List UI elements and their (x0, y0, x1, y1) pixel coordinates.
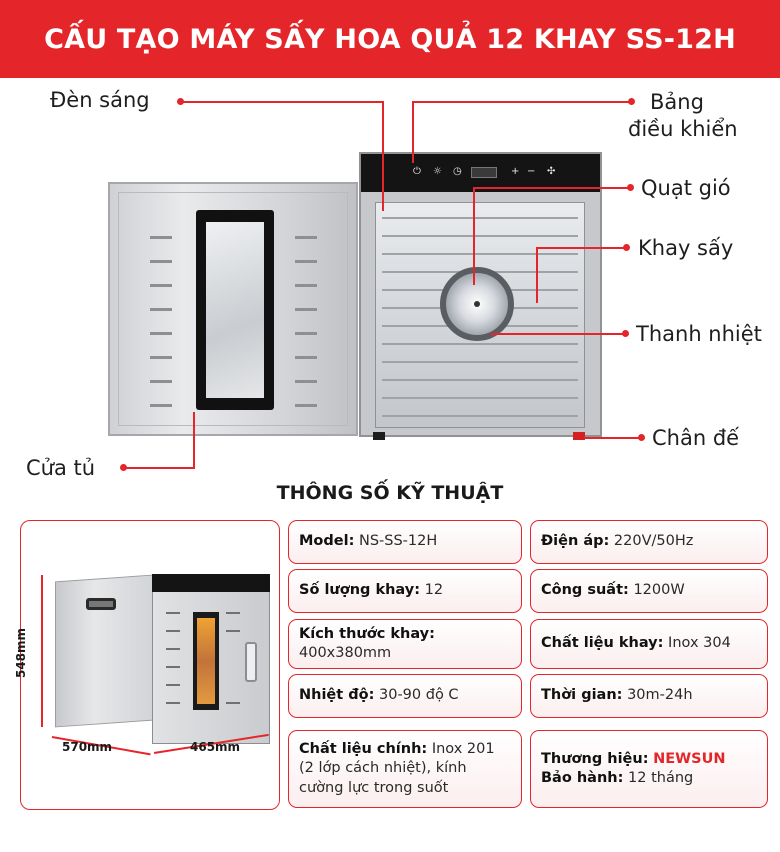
spec-value: 12 (424, 582, 444, 599)
spec-card-chat-lieu-khay (530, 619, 768, 669)
spec-label: Chất liệu chính: (299, 741, 428, 758)
timer-icon: ◷ (453, 166, 462, 177)
door-vent (295, 404, 317, 407)
mini-vent (166, 666, 180, 668)
spec-value: cường lực trong suốt (299, 779, 449, 796)
callout-line (181, 101, 383, 103)
spec-label: Điện áp: (541, 533, 610, 550)
power-icon: ⏻ (413, 166, 421, 177)
door-vent (150, 308, 172, 311)
callout-quat-gio: Quạt gió (641, 176, 731, 200)
spec-value: 30m-24h (627, 687, 693, 704)
spec-value: 30-90 độ C (379, 687, 459, 704)
spec-label: Nhiệt độ: (299, 687, 375, 704)
door-vent (150, 332, 172, 335)
callout-line (124, 467, 194, 469)
spec-nhiet-do (299, 686, 511, 705)
tray-rack (382, 379, 578, 381)
spec-label: Số lượng khay: (299, 582, 421, 599)
tray-rack (382, 397, 578, 399)
spec-value: 1200W (633, 582, 685, 599)
spec-value: (2 lớp cách nhiệt), kính (299, 760, 467, 777)
width-label: 465mm (190, 740, 241, 754)
spec-label: Kích thước khay: (299, 625, 435, 642)
spec-card-cong-suat (530, 569, 768, 613)
spec-label: Bảo hành: (541, 770, 624, 786)
minus-icon: − (527, 166, 536, 177)
tray-rack (382, 361, 578, 363)
mini-vent (166, 702, 180, 704)
mini-vent (166, 612, 180, 614)
callout-line (413, 101, 629, 103)
door-vent (150, 236, 172, 239)
spec-value: NS-SS-12H (358, 533, 438, 550)
callout-khay-say: Khay sấy (638, 236, 734, 260)
specs-heading: THÔNG SỐ KỸ THUẬT (276, 482, 504, 504)
tray-rack (382, 217, 578, 219)
side-handle (86, 598, 116, 610)
title-banner (0, 0, 780, 78)
spec-value: 400x380mm (299, 645, 392, 661)
door-vent (295, 236, 317, 239)
door-vent (150, 404, 172, 407)
callout-line (382, 101, 384, 211)
spec-card-thoi-gian (530, 674, 768, 718)
spec-kich-thuoc-khay (299, 625, 511, 644)
spec-so-luong-khay (299, 581, 511, 600)
machine-foot (373, 432, 385, 440)
light-icon: ☼ (433, 166, 442, 177)
plus-icon: + (511, 166, 520, 177)
spec-label: Chất liệu khay: (541, 635, 664, 652)
spec-card-model (288, 520, 522, 564)
spec-dien-ap (541, 532, 757, 551)
callout-den-sang: Đèn sáng (50, 88, 150, 112)
spec-label: Thời gian: (541, 687, 623, 704)
tray-rack (382, 253, 578, 255)
page-title: CẤU TẠO MÁY SẤY HOA QUẢ 12 KHAY SS-12H (44, 23, 736, 55)
height-label: 548mm (14, 627, 29, 679)
mini-vent (166, 630, 180, 632)
spec-value: Inox 304 (668, 635, 731, 652)
callout-chan-de: Chân đế (652, 426, 740, 450)
spec-card-dien-ap (530, 520, 768, 564)
callout-thanh-nhiet: Thanh nhiệt (636, 322, 762, 346)
callout-line (473, 187, 475, 285)
fan-icon (440, 267, 514, 341)
door-window (196, 210, 274, 410)
door-vent (295, 284, 317, 287)
spec-value: 12 tháng (628, 770, 694, 786)
spec-value: 220V/50Hz (613, 533, 694, 550)
mini-door-window (193, 612, 219, 710)
drying-chamber (375, 202, 585, 428)
door-vent (150, 380, 172, 383)
spec-bao-hanh (541, 769, 757, 788)
callout-line (584, 437, 640, 439)
door-vent (295, 260, 317, 263)
spec-cong-suat (541, 581, 757, 600)
spec-thuong-hieu (541, 750, 757, 769)
tray-rack (382, 343, 578, 345)
callout-line (537, 247, 625, 249)
door-vent (150, 284, 172, 287)
callout-bang-2: điều khiển (628, 117, 738, 141)
callout-cua-tu: Cửa tủ (26, 456, 96, 480)
mini-vent (226, 612, 240, 614)
door-vent (295, 356, 317, 359)
callout-bang-1: Bảng (650, 90, 704, 114)
callout-line (474, 187, 629, 189)
door-glass (206, 222, 264, 398)
callout-line (490, 333, 624, 335)
spec-card-nhiet-do (288, 674, 522, 718)
spec-card-chat-lieu-chinh (288, 730, 522, 808)
callout-line (412, 101, 414, 163)
door-latch (245, 642, 257, 682)
door-vent (150, 260, 172, 263)
depth-label: 570mm (62, 740, 113, 754)
door-vent (295, 380, 317, 383)
door-vent (295, 332, 317, 335)
fan-icon: ✣ (547, 166, 556, 177)
dryer-cabinet (359, 152, 602, 437)
tray-rack (382, 235, 578, 237)
spec-chat-lieu-khay (541, 634, 757, 653)
height-dimension-line (41, 575, 43, 727)
spec-card-so-luong-khay (288, 569, 522, 613)
mini-vent (226, 702, 240, 704)
callout-line (536, 247, 538, 303)
spec-model (299, 532, 511, 551)
spec-card-kich-thuoc-khay (288, 619, 522, 669)
mini-glass (197, 618, 215, 704)
spec-thoi-gian (541, 686, 757, 705)
callout-dot (628, 98, 635, 105)
spec-label: Thương hiệu: (541, 750, 649, 767)
spec-chat-lieu-chinh (299, 740, 511, 759)
spec-label: Công suất: (541, 582, 629, 599)
door-vent (295, 308, 317, 311)
door-vent (150, 356, 172, 359)
brand-name: NEWSUN (653, 750, 726, 767)
spec-label: Model: (299, 533, 355, 550)
mini-vent (166, 648, 180, 650)
fan-hub (474, 301, 480, 307)
mini-vent (226, 630, 240, 632)
callout-line (193, 412, 195, 469)
panel-display (471, 167, 497, 178)
mini-vent (166, 684, 180, 686)
spec-value: Inox 201 (431, 741, 495, 758)
tray-rack (382, 415, 578, 417)
mini-control-panel (152, 574, 270, 592)
spec-card-thuong-hieu (530, 730, 768, 808)
open-door-illustration (108, 182, 358, 436)
